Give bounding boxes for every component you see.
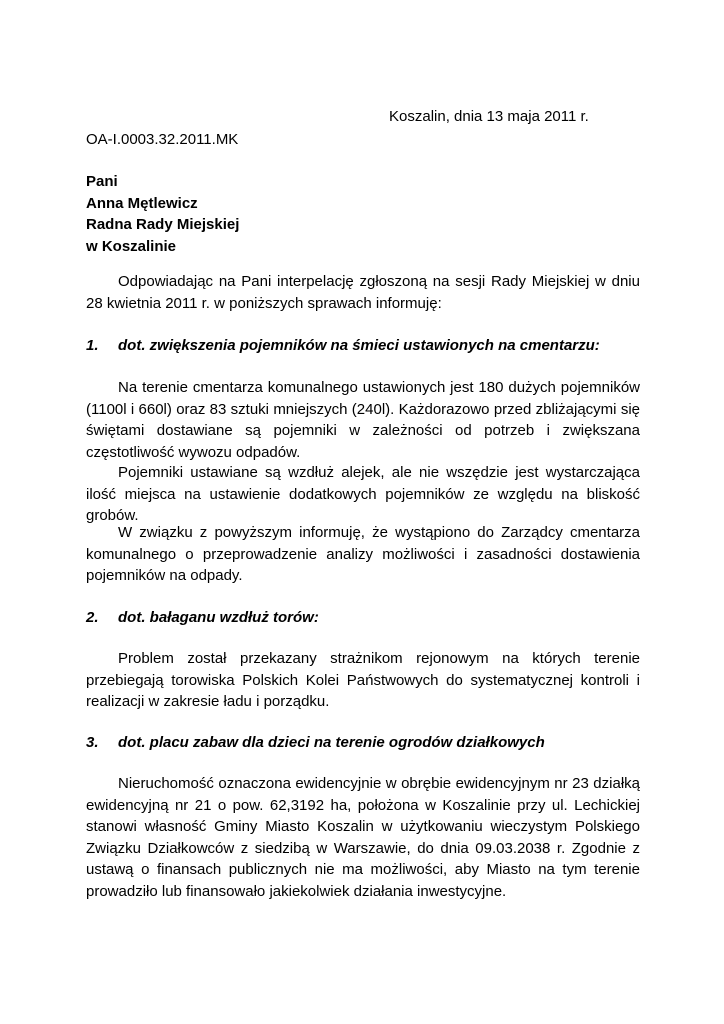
recipient-title: Pani [86,173,118,190]
section-2-heading [86,607,640,629]
place-date: Koszalin, dnia 13 maja 2011 r. [389,108,589,125]
section-3-heading [86,732,640,754]
section-2-title: dot. bałaganu wzdłuż torów: [118,609,319,626]
section-3-paragraph-1: Nieruchomość oznaczona ewidencyjnie w obrębie ewidencyjnym nr 23 działką ewidencyjną nr 21 o pow. 62,3192 ha, położona w Koszalinie przy ul. Lechickiej stanowi własność Gminy Miasto Koszalin w użytkowaniu wieczystym Polskiego Związku Działkowców z siedzibą w Warszawie, do dnia 09.03.2038 r. Zgodnie z ustawą o finansach publicznych nie ma możliwości, aby Miasto na tym terenie prowadziło lub finansowało jakiekolwiek działania inwestycyjne. [86,775,640,900]
section-2-number: 2. [86,609,99,626]
section-1-title: dot. zwiększenia pojemników na śmieci ustawionych na cmentarzu: [118,337,600,354]
section-1-paragraph-2: Pojemniki ustawiane są wzdłuż alejek, ale nie wszędzie jest wystarczająca ilość miejsca na ustawienie dodatkowych pojemników ze względu na bliskość grobów. [86,464,640,524]
reference-number: OA-I.0003.32.2011.MK [86,131,239,148]
recipient-city: w Koszalinie [86,237,177,255]
section-1-heading [86,335,640,357]
section-2-paragraph-1: Problem został przekazany strażnikom rejonowym na których terenie przebiegają torowiska Polskich Kolei Państwowych do systematycznej kontroli i realizacji w zakresie ładu i porządku. [86,650,640,710]
section-3-title: dot. placu zabaw dla dzieci na terenie ogrodów działkowych [118,734,545,751]
section-1-paragraph-3: W związku z powyższym informuję, że wystąpiono do Zarządcy cmentarza komunalnego o przeprowadzenie analizy możliwości i zasadności dostawienia pojemników na odpady. [86,524,640,584]
intro-paragraph: Odpowiadając na Pani interpelację zgłoszoną na sesji Rady Miejskiej w dniu 28 kwietnia 2011 r. w poniższych sprawach informuję: [86,273,640,312]
section-3-number: 3. [86,734,99,751]
section-1-paragraph-1: Na terenie cmentarza komunalnego ustawionych jest 180 dużych pojemników (1100l i 660l) oraz 83 sztuki mniejszych (240l). Każdorazowo przed zbliżającymi się świętami dostawiane są pojemniki w zależności od potrzeb i zwiększana częstotliwość wywozu odpadów. [86,379,640,461]
section-1-number: 1. [86,337,99,354]
recipient-block [86,171,640,257]
recipient-name: Anna Mętlewicz [86,194,198,212]
recipient-position: Radna Rady Miejskiej [86,216,240,233]
